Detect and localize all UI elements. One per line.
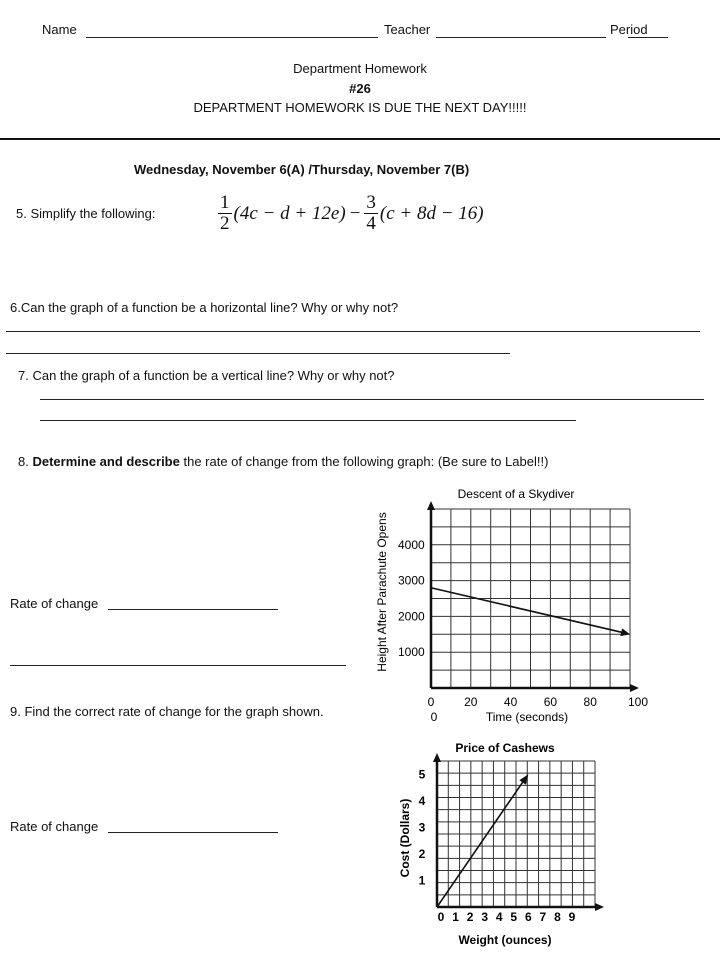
- y-axis-label: Height After Parachute Opens: [375, 512, 389, 672]
- question-8-prompt: [18, 454, 548, 469]
- x-tick-label: 8: [554, 910, 561, 924]
- date-line: Wednesday, November 6(A) /Thursday, November 7(B): [134, 162, 470, 177]
- x-tick-label: 3: [481, 910, 489, 924]
- x-tick-label: 2: [466, 910, 474, 924]
- x-tick-label: 0: [427, 695, 435, 709]
- rate-of-change-field-8[interactable]: [108, 609, 278, 610]
- x-axis-label: Weight (ounces): [458, 933, 552, 947]
- fraction-numerator: 3: [366, 192, 376, 213]
- x-axis-label: Time (seconds): [485, 710, 569, 724]
- series-line: [437, 778, 525, 907]
- x-tick-label: 40: [503, 695, 518, 709]
- department-title: Department Homework: [293, 61, 427, 76]
- teacher-field[interactable]: [436, 37, 606, 38]
- chart-axes: [433, 753, 604, 911]
- name-label: Name: [42, 22, 77, 37]
- expression: [218, 193, 484, 234]
- period-field[interactable]: [628, 37, 668, 38]
- chart-grid: [437, 761, 595, 907]
- rate-of-change-field-9[interactable]: [108, 832, 278, 833]
- x-tick-label: 60: [543, 695, 558, 709]
- origin-label: 0: [430, 710, 438, 724]
- answer-line-6b[interactable]: [6, 353, 510, 354]
- x-tick-label: 9: [568, 910, 576, 924]
- x-tick-label: 0: [437, 910, 445, 924]
- y-axis-arrow: [433, 753, 441, 762]
- question-9-prompt: 9. Find the correct rate of change for the graph shown.: [10, 704, 324, 719]
- question-8-emphasis: Determine and describe: [32, 454, 180, 469]
- answer-line-8[interactable]: [10, 665, 346, 666]
- y-tick-label: 5: [418, 767, 426, 782]
- y-tick-label: 3000: [398, 573, 425, 588]
- chart-series: [437, 774, 528, 907]
- chart-axes: [427, 501, 639, 692]
- chart-title: Price of Cashews: [455, 741, 555, 755]
- question-6-prompt: 6.Can the graph of a function be a horizontal line? Why or why not?: [10, 300, 399, 315]
- y-tick-label: 3: [418, 820, 426, 835]
- teacher-label: Teacher: [384, 22, 431, 37]
- expression-group-2: (c + 8d − 16): [379, 202, 484, 224]
- expression-group-1: (4c − d + 12e): [233, 202, 346, 224]
- question-5-prompt: 5. Simplify the following:: [16, 206, 156, 221]
- rate-of-change-label-8: Rate of change: [10, 596, 99, 611]
- y-tick-label: 4000: [398, 537, 425, 552]
- fraction-one-half: [218, 193, 232, 234]
- chart-grid: [431, 509, 630, 688]
- chart-series: [431, 588, 630, 636]
- series-arrow: [620, 628, 630, 636]
- x-axis-arrow: [630, 684, 639, 692]
- x-tick-label: 7: [539, 910, 547, 924]
- x-tick-label: 6: [524, 910, 532, 924]
- x-tick-label: 5: [510, 910, 518, 924]
- y-axis-arrow: [427, 501, 435, 510]
- y-tick-label: 4: [418, 793, 426, 808]
- question-8-rest: the rate of change from the following graph: (Be sure to Label!!): [179, 454, 549, 469]
- y-tick-labels: [398, 538, 425, 659]
- x-tick-label: 1: [452, 910, 459, 924]
- fraction-denominator: 4: [366, 213, 376, 234]
- name-line: [42, 22, 77, 37]
- question-7-prompt: 7. Can the graph of a function be a vertical line? Why or why not?: [18, 368, 395, 383]
- fraction-three-quarters: [364, 193, 378, 234]
- x-tick-label: 20: [464, 695, 478, 709]
- answer-line-7a[interactable]: [40, 399, 704, 400]
- y-tick-label: 2: [418, 846, 426, 861]
- question-8-number: 8.: [18, 454, 33, 469]
- fraction-denominator: 2: [220, 213, 230, 234]
- period-label: Period: [610, 22, 648, 37]
- y-tick-label: 2000: [398, 609, 425, 624]
- due-notice: DEPARTMENT HOMEWORK IS DUE THE NEXT DAY!!!!!: [193, 100, 527, 115]
- y-tick-label: 1000: [398, 645, 425, 660]
- header-divider: [0, 138, 720, 140]
- series-arrow: [519, 774, 528, 785]
- answer-line-7b[interactable]: [40, 420, 576, 421]
- x-tick-labels: [428, 695, 649, 709]
- series-line: [431, 588, 626, 634]
- y-tick-labels: [419, 767, 426, 887]
- answer-line-6a[interactable]: [6, 331, 700, 332]
- rate-of-change-label-9: Rate of change: [10, 819, 99, 834]
- homework-number: #26: [349, 81, 371, 96]
- x-tick-label: 80: [583, 695, 597, 709]
- x-tick-label: 4: [495, 910, 503, 924]
- y-axis-label: Cost (Dollars): [398, 798, 412, 878]
- fraction-numerator: 1: [220, 192, 230, 213]
- expression-minus: −: [349, 202, 361, 224]
- x-axis-arrow: [595, 903, 604, 911]
- x-tick-label: 100: [627, 695, 649, 709]
- y-tick-label: 1: [418, 873, 426, 888]
- chart-title: Descent of a Skydiver: [457, 487, 575, 501]
- x-tick-labels: [438, 910, 576, 924]
- name-field[interactable]: [86, 37, 378, 38]
